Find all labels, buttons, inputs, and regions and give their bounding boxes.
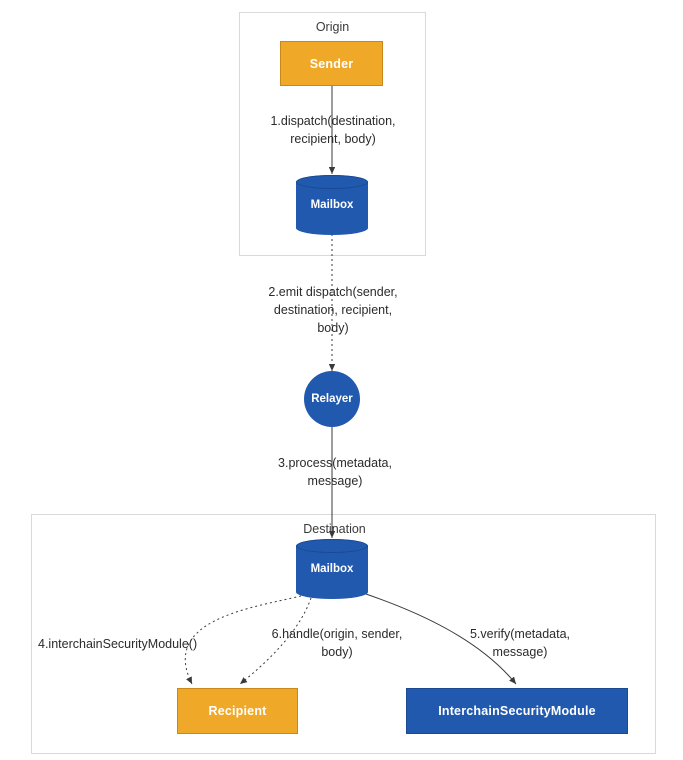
edge-1-label-line1: 1.dispatch(destination, xyxy=(270,114,396,128)
node-origin-mailbox-label: Mailbox xyxy=(310,199,354,211)
edge-3-label-line2: message) xyxy=(307,474,363,489)
cylinder-top-outline xyxy=(296,539,368,553)
group-origin-label: Origin xyxy=(315,20,350,34)
edge-3-label xyxy=(245,454,425,490)
edge-2-label xyxy=(238,283,428,337)
edge-1-label-line2: recipient, body) xyxy=(290,132,376,147)
node-sender-label: Sender xyxy=(309,56,354,71)
edge-4-label-line1: 4.interchainSecurityModule() xyxy=(38,637,198,651)
node-interchain-security-module[interactable] xyxy=(406,688,628,734)
cylinder-bottom xyxy=(296,585,368,599)
edge-5-label xyxy=(440,625,600,661)
edge-2-label-line3: body) xyxy=(317,321,349,336)
edge-5-label-line2: message) xyxy=(492,645,548,660)
node-relayer-label: Relayer xyxy=(311,393,353,405)
edge-1-label xyxy=(240,112,426,148)
group-destination-label: Destination xyxy=(303,522,366,536)
edge-6-label-line2: body) xyxy=(321,645,353,660)
edge-2-label-line1: 2.emit dispatch(sender, xyxy=(268,285,398,299)
node-recipient-label: Recipient xyxy=(208,704,267,718)
edge-6-label xyxy=(253,625,421,661)
node-relayer[interactable] xyxy=(304,371,360,427)
node-sender[interactable] xyxy=(280,41,383,86)
cylinder-top-outline xyxy=(296,175,368,189)
edge-3-label-line1: 3.process(metadata, xyxy=(278,456,392,470)
cylinder-bottom xyxy=(296,221,368,235)
node-destination-mailbox[interactable] xyxy=(296,539,368,599)
node-destination-mailbox-label: Mailbox xyxy=(310,563,354,575)
node-origin-mailbox[interactable] xyxy=(296,175,368,235)
edge-2-label-line2: destination, recipient, xyxy=(273,303,393,318)
edge-5-label-line1: 5.verify(metadata, xyxy=(469,627,571,641)
node-interchain-security-module-label: InterchainSecurityModule xyxy=(438,704,596,718)
edge-6-label-line1: 6.handle(origin, sender, xyxy=(271,627,403,641)
node-recipient[interactable] xyxy=(177,688,298,734)
edge-4-label xyxy=(38,635,252,653)
